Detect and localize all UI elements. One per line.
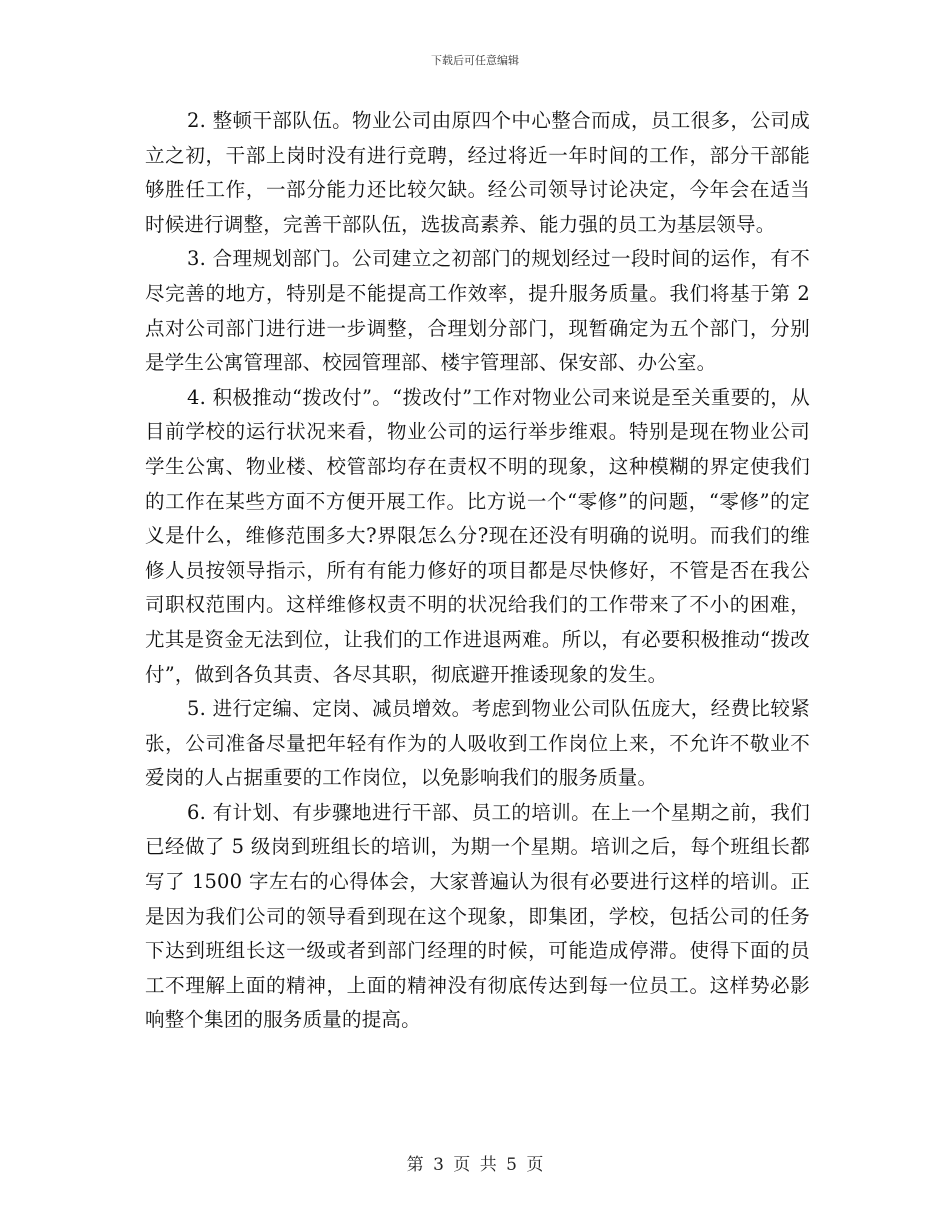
page-number-footer: 第 3 页 共 5 页 — [406, 1155, 544, 1175]
paragraph-2-cadre-team: 2. 整顿干部队伍。物业公司由原四个中心整合而成，员工很多，公司成立之初，干部上岗时没有进行竞聘，经过将近一年时间的工作，部分干部能够胜任工作，一部分能力还比较欠缺。经公司领导讨论决定，今年会在适当时候进行调整，完善干部队伍，选拔高素养、能力强的员工为基层领导。 — [145, 109, 810, 236]
paragraph-4-funding-reform: 4. 积极推动“拨改付”。“拨改付”工作对物业公司来说是至关重要的，从目前学校的运行状况来看，物业公司的运行举步维艰。特别是现在物业公司学生公寓、物业楼、校管部均存在责权不明的现象，这种模糊的界定使我们的工作在某些方面不方便开展工作。比方说一个“零修”的问题，“零修”的定义是什么，维修范围多大?界限怎么分?现在还没有明确的说明。而我们的维修人员按领导指示，所有有能力修好的项目都是尽快修好，不管是否在我公司职权范围内。这样维修权责不明的状况给我们的工作带来了不小的困难，尤其是资金无法到位，让我们的工作进退两难。所以，有必要积极推动“拨改付”，做到各负其责、各尽其职，彻底避开推诿现象的发生。 — [145, 385, 810, 686]
page-header-note: 下载后可任意编辑 — [431, 54, 519, 67]
paragraph-3-department-planning: 3. 合理规划部门。公司建立之初部门的规划经过一段时间的运作，有不尽完善的地方，特别是不能提高工作效率，提升服务质量。我们将基于第 2 点对公司部门进行进一步调整，合理划分部门，现暂确定为五个部门，分别是学生公寓管理部、校园管理部、楼宇管理部、保安部、办公室。 — [145, 247, 810, 375]
document-body — [145, 104, 810, 1038]
paragraph-5-staffing: 5. 进行定编、定岗、减员增效。考虑到物业公司队伍庞大，经费比较紧张，公司准备尽量把年轻有作为的人吸收到工作岗位上来，不允许不敬业不爱岗的人占据重要的工作岗位，以免影响我们的服务质量。 — [145, 697, 810, 790]
paragraph-6-training: 6. 有计划、有步骤地进行干部、员工的培训。在上一个星期之前，我们已经做了 5 级岗到班组长的培训，为期一个星期。培训之后，每个班组长都写了 1500 字左右的心得体会，大家普遍认为很有必要进行这样的培训。正是因为我们公司的领导看到现在这个现象，即集团，学校，包括公司的任务下达到班组长这一级或者到部门经理的时候，可能造成停滞。使得下面的员工不理解上面的精神，上面的精神没有彻底传达到每一位员工。这样势必影响整个集团的服务质量的提高。 — [145, 800, 810, 1032]
